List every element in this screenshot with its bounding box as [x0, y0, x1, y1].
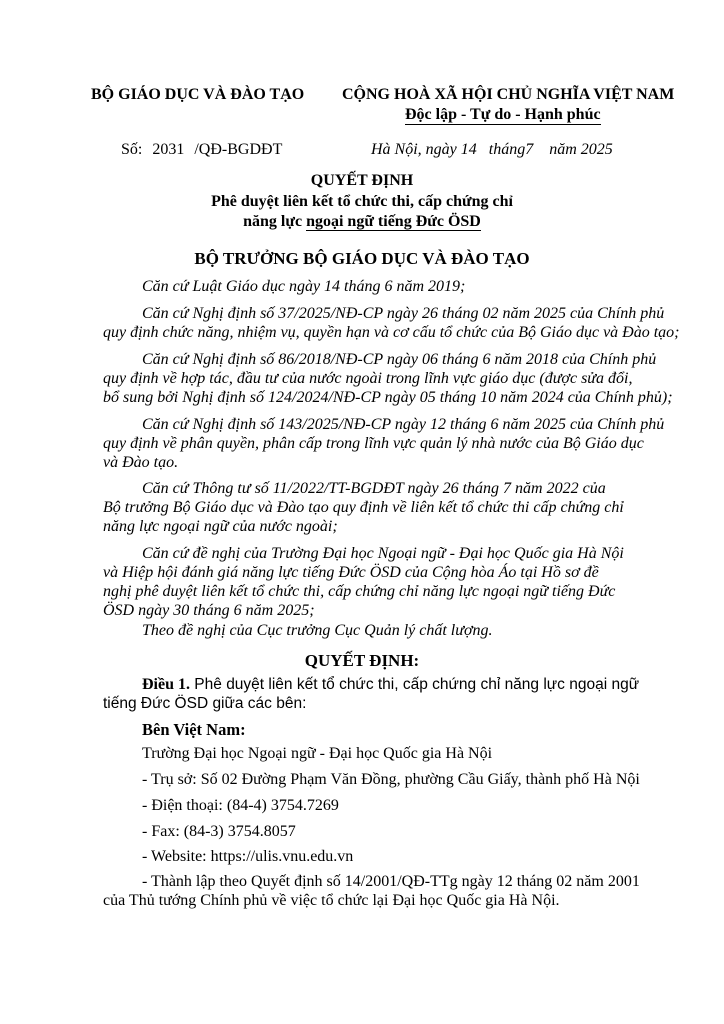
basis-3-line-3: bổ sung bởi Nghị định số 124/2024/NĐ-CP ngày 05 tháng 10 năm 2024 của Chính phủ); [103, 389, 673, 406]
subtitle-part-a: năng lực [243, 213, 307, 230]
basis-3-line-2: quy định về hợp tác, đầu tư của nước ngoài trong lĩnh vực giáo dục (được sửa đổi, [103, 370, 633, 387]
party-heading: Bên Việt Nam: [142, 720, 246, 739]
decision-subtitle-line1: Phê duyệt liên kết tổ chức thi, cấp chứng chỉ [211, 193, 513, 210]
basis-4-line-2: quy định về phân quyền, phân cấp trong lĩnh vực quản lý nhà nước của Bộ Giáo dục [103, 435, 644, 452]
number-label: Số: [121, 141, 143, 158]
basis-2-line-2: quy định chức năng, nhiệm vụ, quyền hạn và cơ cấu tổ chức của Bộ Giáo dục và Đào tạo; [103, 324, 680, 341]
article-1-line-2: tiếng Đức ÖSD giữa các bên: [103, 695, 307, 712]
basis-3-line-1: Căn cứ Nghị định số 86/2018/NĐ-CP ngày 06 tháng 6 năm 2018 của Chính phủ [142, 351, 657, 368]
subtitle-part-b: ngoại ngữ tiếng Đức ÖSD [306, 213, 481, 230]
document-number [121, 141, 282, 159]
party-fax: - Fax: (84-3) 3754.8057 [142, 823, 296, 840]
basis-1-line-1: Căn cứ Luật Giáo dục ngày 14 tháng 6 năm 2019; [142, 278, 466, 295]
article-1-text-1: Phê duyệt liên kết tổ chức thi, cấp chứng chỉ năng lực ngoại ngữ [190, 676, 640, 693]
number-suffix: /QĐ-BGDĐT [194, 141, 283, 158]
basis-7-line-1: Theo đề nghị của Cục trưởng Cục Quản lý chất lượng. [142, 622, 493, 639]
basis-6-line-1: Căn cứ đề nghị của Trường Đại học Ngoại ngữ - Đại học Quốc gia Hà Nội [142, 545, 624, 562]
party-founded-line-1: - Thành lập theo Quyết định số 14/2001/QĐ-TTg ngày 12 tháng 02 năm 2001 [142, 873, 640, 890]
decision-subtitle-line2 [0, 213, 724, 231]
ministry-name: BỘ GIÁO DỤC VÀ ĐÀO TẠO [91, 86, 305, 103]
place-date: Hà Nội, ngày 14 tháng7 năm 2025 [371, 141, 613, 158]
party-phone: - Điện thoại: (84-4) 3754.7269 [142, 797, 339, 814]
article-1-label: Điều 1. [142, 676, 190, 693]
party-founded-line-2: của Thủ tướng Chính phủ về việc tổ chức lại Đại học Quốc gia Hà Nội. [103, 892, 560, 909]
basis-5-line-2: Bộ trưởng Bộ Giáo dục và Đào tạo quy định về liên kết tổ chức thi cấp chứng chỉ [103, 499, 624, 516]
article-1-line-1 [142, 676, 639, 694]
basis-6-line-3: nghị phê duyệt liên kết tổ chức thi, cấp chứng chỉ năng lực ngoại ngữ tiếng Đức [103, 583, 616, 600]
party-name: Trường Đại học Ngoại ngữ - Đại học Quốc gia Hà Nội [142, 745, 493, 762]
national-motto: Độc lập - Tự do - Hạnh phúc [405, 106, 601, 123]
basis-5-line-1: Căn cứ Thông tư số 11/2022/TT-BGDĐT ngày 26 tháng 7 năm 2022 của [142, 480, 606, 497]
number-value: 2031 [152, 141, 185, 158]
basis-2-line-1: Căn cứ Nghị định số 37/2025/NĐ-CP ngày 26 tháng 02 năm 2025 của Chính phủ [142, 305, 665, 322]
authority-heading: BỘ TRƯỞNG BỘ GIÁO DỤC VÀ ĐÀO TẠO [194, 249, 530, 268]
basis-4-line-3: và Đào tạo. [103, 454, 179, 471]
party-address: - Trụ sở: Số 02 Đường Phạm Văn Đồng, phường Cầu Giấy, thành phố Hà Nội [142, 771, 640, 788]
party-website: - Website: https://ulis.vnu.edu.vn [142, 848, 354, 865]
basis-5-line-3: năng lực ngoại ngữ của nước ngoài; [103, 518, 338, 535]
country-name: CỘNG HOÀ XÃ HỘI CHỦ NGHĨA VIỆT NAM [342, 86, 675, 103]
decision-title: QUYẾT ĐỊNH [310, 172, 414, 189]
basis-4-line-1: Căn cứ Nghị định số 143/2025/NĐ-CP ngày 12 tháng 6 năm 2025 của Chính phủ [142, 416, 665, 433]
decision-heading: QUYẾT ĐỊNH: [304, 651, 420, 670]
basis-6-line-4: ÖSD ngày 30 tháng 6 năm 2025; [103, 602, 315, 619]
basis-6-line-2: và Hiệp hội đánh giá năng lực tiếng Đức ÖSD của Cộng hòa Áo tại Hồ sơ đề [103, 564, 599, 581]
